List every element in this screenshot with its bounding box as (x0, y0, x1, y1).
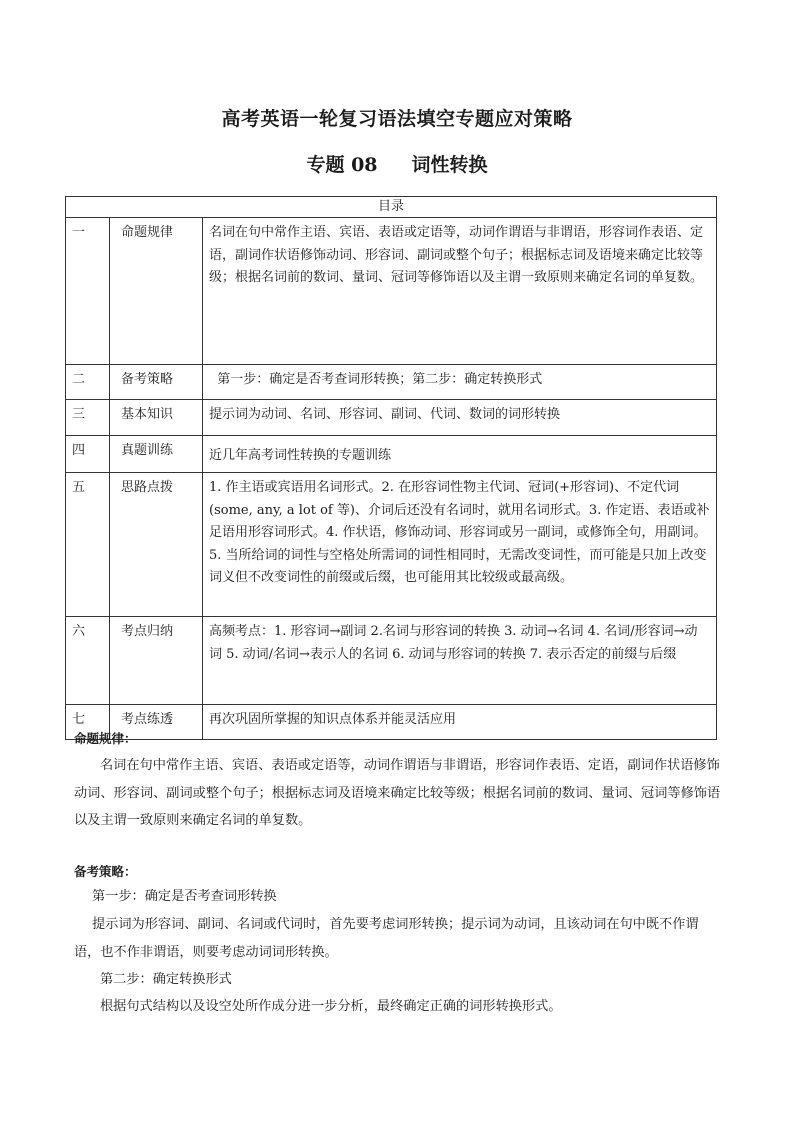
toc-row-number: 二 (66, 365, 110, 400)
exam-pattern-paragraph: 名词在句中常作主语、宾语、表语或定语等，动词作谓语与非谓语，形容词作表语、定语，副词作状语修饰动词、形容词、副词或整个句子；根据标志词及语境来确定比较等级；根据名词前的数词、量词、冠词等修饰语以及主谓一致原则来确定名词的单复数。 (74, 758, 721, 828)
toc-row-number: 六 (66, 617, 110, 705)
toc-row (66, 617, 717, 705)
toc-row-topic: 备考策略 (110, 365, 203, 400)
toc-row-number: 五 (66, 473, 110, 617)
subtitle-topic-number: 专题 08 (306, 154, 378, 176)
toc-row-content: 高频考点：1. 形容词→副词 2.名词与形容词的转换 3. 动词→名词 4. 名词/形容词→动词 5. 动词/名词→表示人的名词 6. 动词与形容词的转换 7. 表示否定的前缀与后缀 (203, 617, 717, 705)
toc-row-content: 名词在句中常作主语、宾语、表语或定语等，动词作谓语与非谓语，形容词作表语、定语，副词作状语修饰动词、形容词、副词或整个句子；根据标志词及语境来确定比较等级；根据名词前的数词、量词、冠词等修饰语以及主谓一致原则来确定名词的单复数。 (203, 218, 717, 365)
toc-row (66, 218, 717, 365)
toc-row-topic: 思路点拨 (110, 473, 203, 617)
step1-paragraph: 提示词为形容词、副词、名词或代词时，首先要考虑词形转换；提示词为动词，且该动词在句中既不作谓语，也不作非谓语，则要考虑动词词形转换。 (74, 917, 699, 960)
subtitle-topic-name: 词性转换 (411, 154, 488, 176)
toc-row-topic: 真题训练 (110, 436, 203, 473)
toc-row (66, 436, 717, 473)
toc-row-number: 一 (66, 218, 110, 365)
toc-row-number: 七 (66, 705, 110, 740)
toc-row (66, 400, 717, 436)
toc-row-topic: 考点归纳 (110, 617, 203, 705)
page-subtitle (0, 150, 794, 177)
toc-row-content: 第一步：确定是否考查词形转换；第二步：确定转换形式 (203, 365, 717, 400)
toc-row-topic: 考点练透 (110, 705, 203, 740)
page-title: 高考英语一轮复习语法填空专题应对策略 (221, 108, 573, 130)
toc-row (66, 473, 717, 617)
table-of-contents (65, 196, 717, 740)
section-heading-exam-pattern: 命题规律： (74, 731, 137, 746)
toc-row-content: 1. 作主语或宾语用名词形式。2. 在形容词性物主代词、冠词(+形容词)、不定代词(some, any, a lot of 等)、介词后还没有名词时，就用名词形式。3. 作定语、表语或补足语用形容词形式。4. 作状语，修饰动词、形容词或另一副词，或修饰全句，用副词。 5. 当所给词的词性与空格处所需词的词性相同时，无需改变词性，而可能是只加上改变词义但不改变词性的前缀或后缀，也可能用其比较级或最高级。 (203, 473, 717, 617)
toc-row-topic: 基本知识 (110, 400, 203, 436)
toc-row (66, 365, 717, 400)
toc-row-content: 近几年高考词性转换的专题训练 (203, 436, 717, 473)
toc-row (66, 705, 717, 740)
step2-paragraph: 根据句式结构以及设空处所作成分进一步分析，最终确定正确的词形转换形式。 (100, 999, 562, 1014)
toc-header: 目录 (66, 197, 717, 218)
toc-row-content: 再次巩固所掌握的知识点体系并能灵活应用 (203, 705, 717, 740)
step2-title: 第二步：确定转换形式 (100, 972, 232, 987)
toc-row-content: 提示词为动词、名词、形容词、副词、代词、数词的词形转换 (203, 400, 717, 436)
section-heading-prep-strategy: 备考策略： (74, 864, 137, 879)
toc-row-topic: 命题规律 (110, 218, 203, 365)
toc-row-number: 三 (66, 400, 110, 436)
toc-row-number: 四 (66, 436, 110, 473)
toc-header-row (66, 197, 717, 218)
step1-title: 第一步：确定是否考查词形转换 (92, 889, 277, 904)
